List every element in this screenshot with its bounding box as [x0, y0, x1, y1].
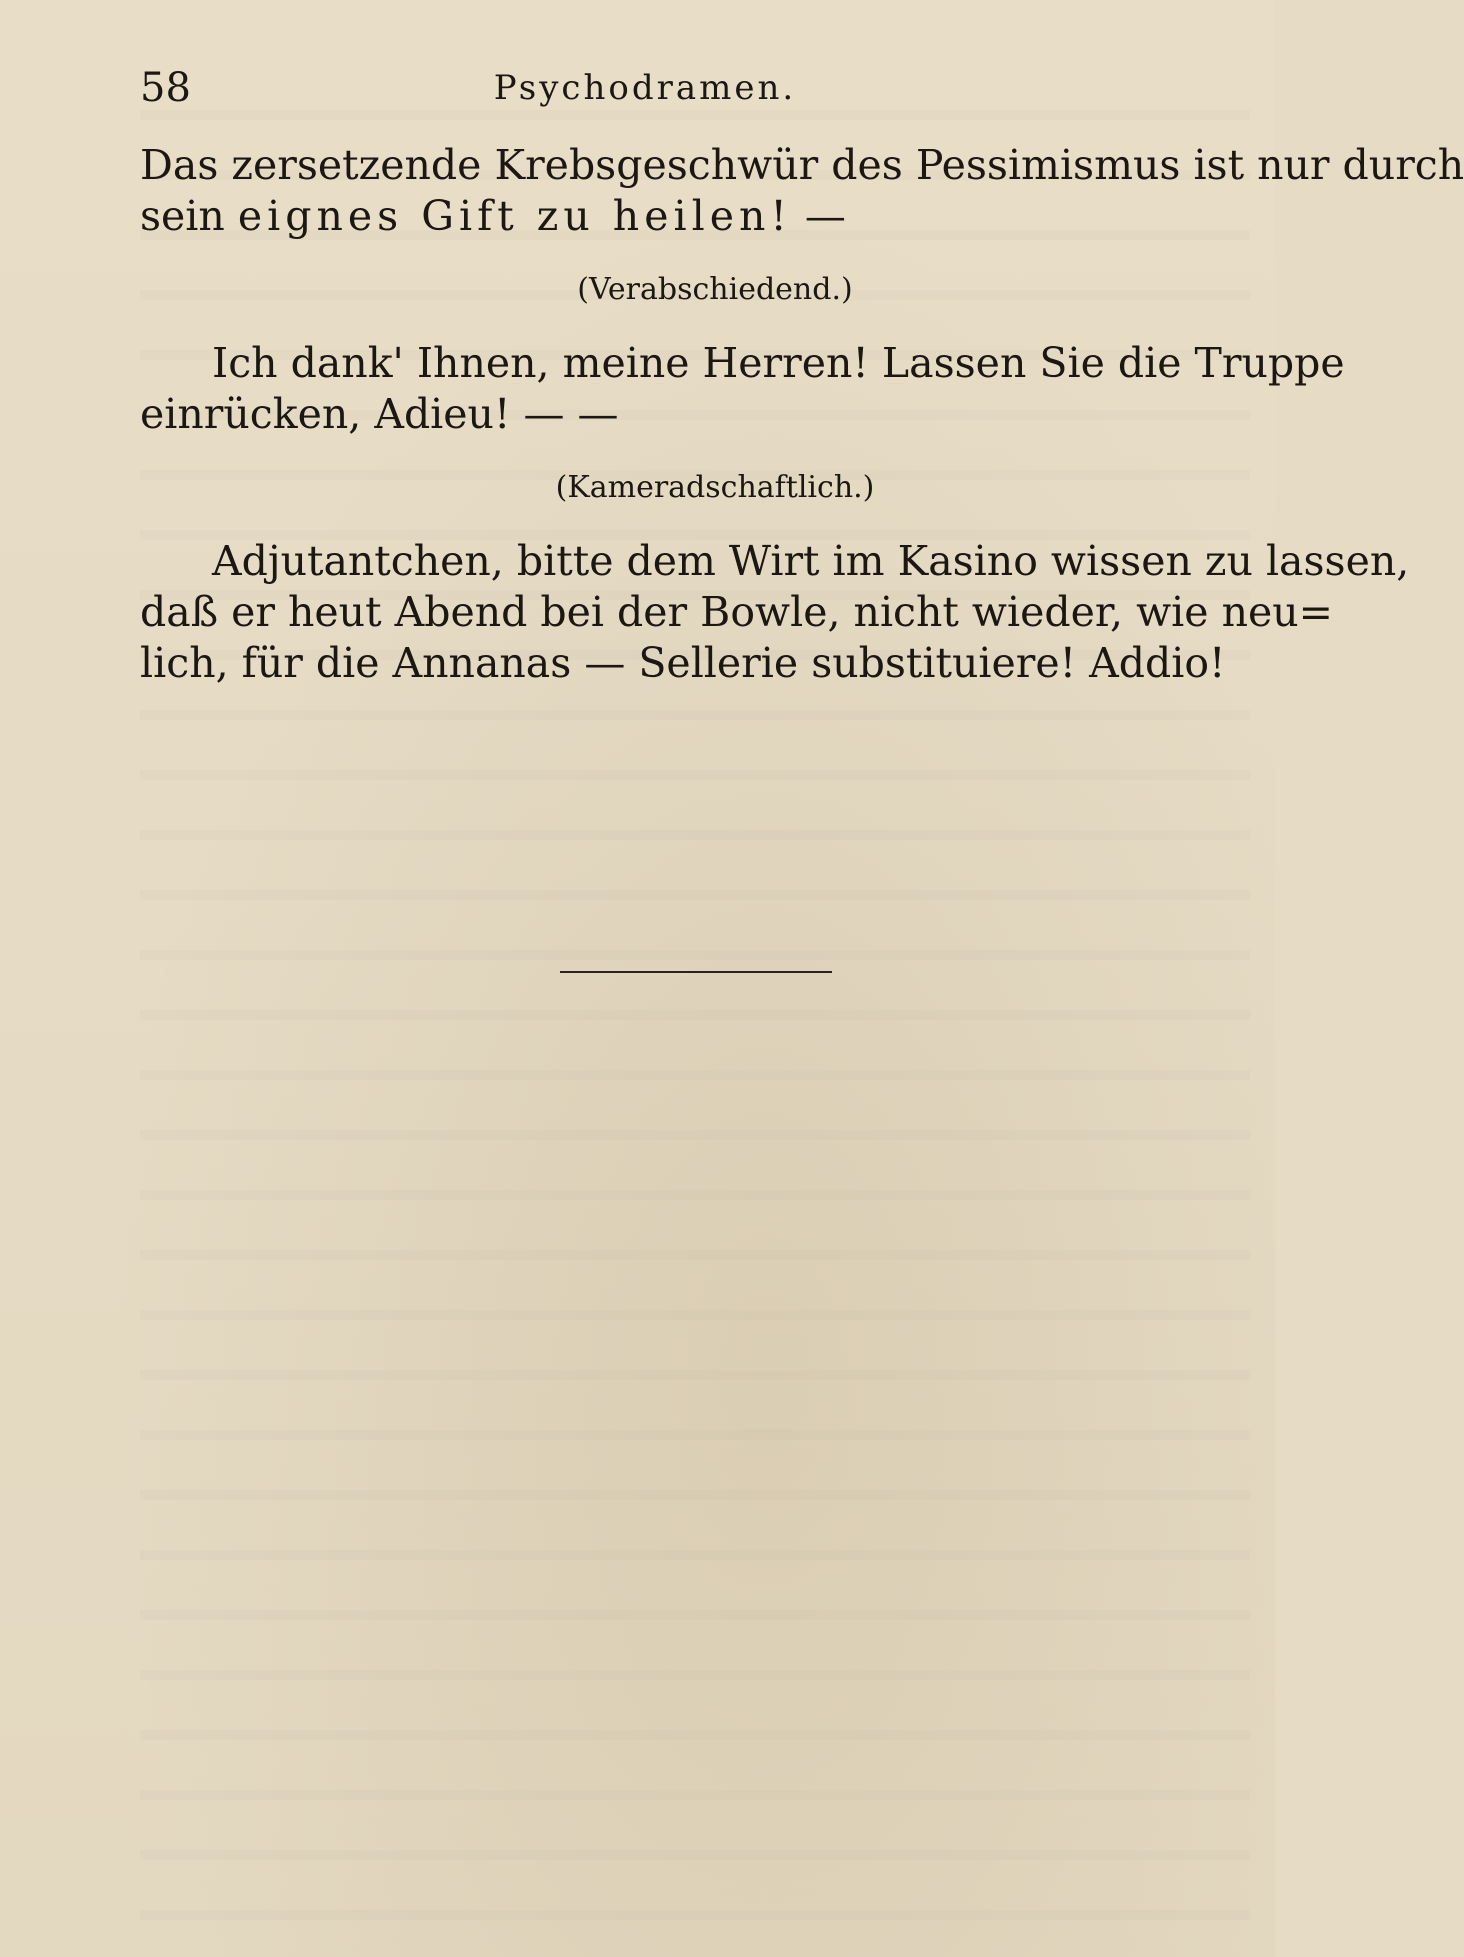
page-header [140, 58, 1250, 118]
text-line: einrücken, Adieu! — — [140, 390, 619, 438]
paragraph-3 [140, 536, 1410, 689]
running-title: Psychodramen. [493, 68, 797, 108]
text-line: lich, für die Annanas — Sellerie substituiere! Addio! [140, 639, 1226, 687]
stage-direction-2: (Kameradschaftlich.) [555, 470, 875, 505]
paragraph-2 [140, 338, 1345, 440]
text-line: Ich dank' Ihnen, meine Herren! Lassen Sie die Truppe [212, 339, 1345, 387]
text-line: Das zersetzende Krebsgeschwür des Pessimismus ist nur durch [140, 141, 1464, 189]
text-line [140, 191, 1250, 242]
text-line: Adjutantchen, bitte dem Wirt im Kasino wissen zu lassen, [212, 537, 1410, 585]
stage-direction-1: (Verabschiedend.) [577, 272, 853, 307]
text-fragment: sein [140, 192, 238, 240]
text-fragment: — [791, 192, 846, 240]
text-line: daß er heut Abend bei der Bowle, nicht wieder, wie neu= [140, 588, 1334, 636]
page-number: 58 [140, 65, 191, 111]
spaced-emphasis: eignes Gift zu heilen! [237, 192, 792, 240]
paragraph-1 [140, 140, 1464, 242]
page-text [140, 140, 1464, 689]
section-end-rule [560, 971, 832, 973]
